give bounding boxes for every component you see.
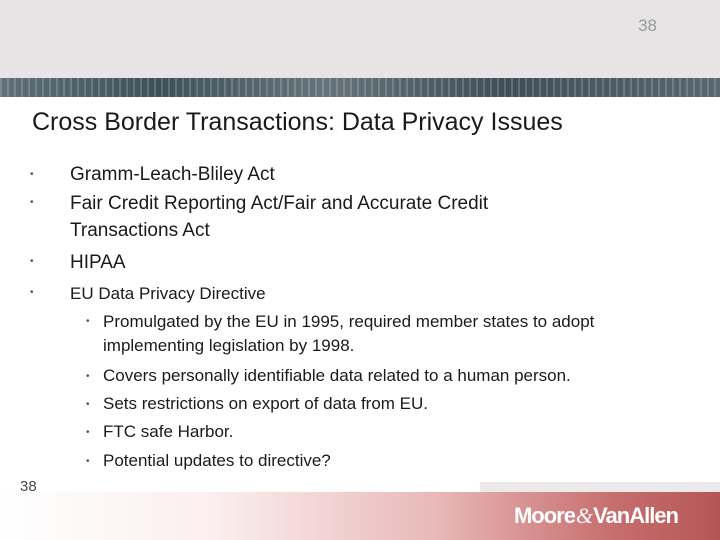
sub-bullet-item: Sets restrictions on export of data from EU.	[103, 394, 429, 413]
header-band	[0, 0, 720, 78]
sub-bullet-item: Potential updates to directive?	[103, 451, 331, 470]
bullet-item: EU Data Privacy Directive	[70, 284, 266, 303]
page-number-top: 38	[638, 16, 657, 35]
bullet-item: Gramm-Leach-Bliley Act	[70, 164, 275, 185]
sub-bullet-item: Promulgated by the EU in 1995, required member states to adopt implementing legislation by 1998.	[103, 312, 595, 355]
logo-text-moore: Moore	[513, 503, 575, 528]
bullet-marker: •	[30, 197, 34, 208]
sub-bullet-item: FTC safe Harbor.	[103, 422, 234, 441]
sub-bullet-marker: •	[86, 316, 90, 327]
header-texture-strip	[0, 78, 720, 97]
bullet-marker: •	[30, 287, 34, 298]
bullet-marker: •	[30, 256, 34, 267]
firm-logo	[514, 503, 678, 529]
footer-rule	[480, 482, 720, 492]
bullet-marker: •	[30, 169, 34, 180]
logo-text-vanallen: VanAllen	[593, 503, 678, 528]
sub-bullet-item: Covers personally identifiable data related to a human person.	[103, 366, 571, 385]
sub-bullet-marker: •	[86, 427, 90, 438]
page-number-bottom: 38	[20, 478, 37, 495]
sub-bullet-marker: •	[86, 371, 90, 382]
sub-bullet-marker: •	[86, 456, 90, 467]
bullet-item: Fair Credit Reporting Act/Fair and Accurate Credit Transactions Act	[70, 193, 489, 241]
slide-title: Cross Border Transactions: Data Privacy Issues	[32, 108, 563, 136]
bullet-item: HIPAA	[70, 252, 126, 273]
logo-ampersand: &	[575, 503, 593, 528]
sub-bullet-marker: •	[86, 399, 90, 410]
